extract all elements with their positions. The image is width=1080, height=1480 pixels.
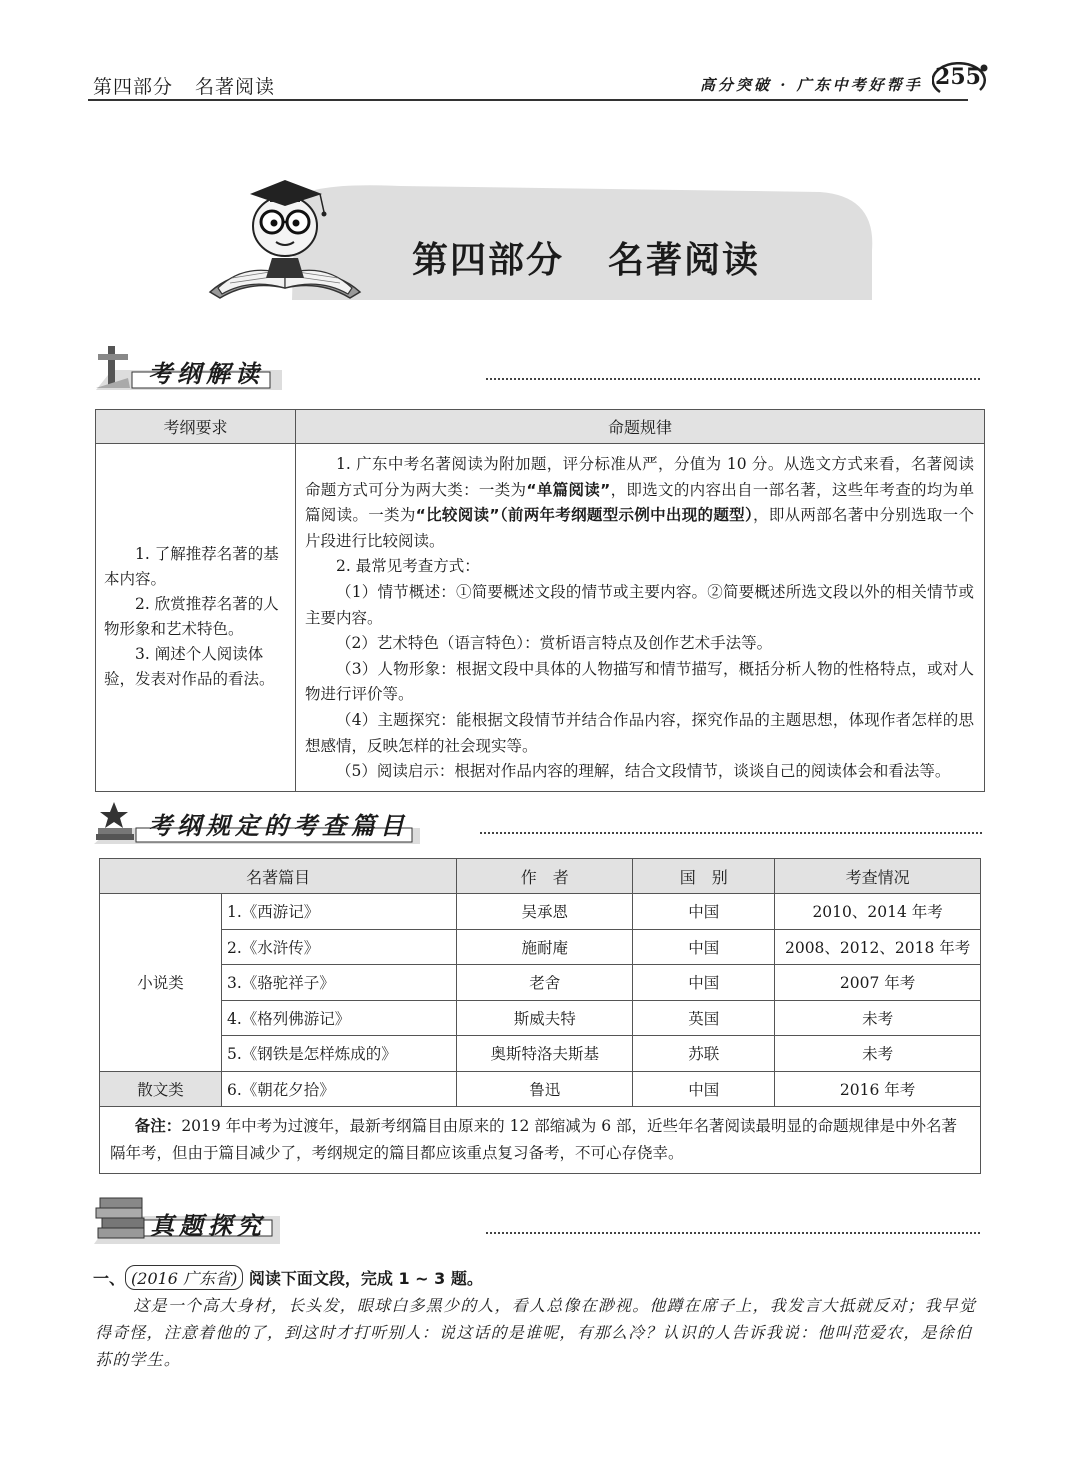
question-number: 一、 — [93, 1269, 126, 1288]
dotted-rule — [486, 378, 980, 380]
book-author: 老舍 — [457, 965, 633, 1001]
rule-paragraph: （5）阅读启示：根据对作品内容的理解，结合文段情节，谈谈自己的阅读体会和看法等。 — [336, 762, 951, 781]
reading-list-table — [99, 858, 981, 1174]
requirement-item: 2. 欣赏推荐名著的人物形象和艺术特色。 — [104, 595, 279, 639]
header-rule — [88, 99, 968, 101]
page-number: 255 — [935, 64, 981, 90]
col-header-title: 名著篇目 — [100, 859, 457, 894]
col-header-author: 作 者 — [457, 859, 633, 894]
book-author: 奥斯特洛夫斯基 — [457, 1036, 633, 1072]
note-text: 2019 年中考为过渡年，最新考纲篇目由原来的 12 部缩减为 6 部，近些年名著阅读最明显的命题规律是中外名著隔年考，但由于篇目减少了，考纲规定的篇目都应该重点复习备考，不可心存侥幸。 — [110, 1117, 957, 1162]
book-country: 苏联 — [633, 1036, 775, 1072]
exam-status: 未考 — [775, 1036, 981, 1072]
question-instruction: 阅读下面文段，完成 1 ~ 3 题。 — [248, 1269, 483, 1288]
header-part: 第四部分 — [93, 76, 174, 98]
rule-paragraph: （2）艺术特色（语言特色）：赏析语言特点及创作艺术手法等。 — [336, 634, 773, 653]
section-heading-1: 考纲解读 — [148, 359, 264, 388]
col-header-country: 国 别 — [633, 859, 775, 894]
category-essay: 散文类 — [100, 1071, 222, 1107]
header-section: 名著阅读 — [195, 76, 276, 98]
section-heading-2: 考纲规定的考查篇目 — [148, 811, 409, 840]
rule-paragraph: （4）主题探究：能根据文段情节并结合作品内容，探究作品的主题思想，体现作者怎样的思想感情，反映怎样的社会现实等。 — [305, 710, 974, 755]
book-title: 3.《骆驼祥子》 — [222, 965, 457, 1001]
chapter-part: 第四部分 — [412, 240, 565, 281]
col-header-rules: 命题规律 — [296, 410, 985, 444]
book-country: 中国 — [633, 929, 775, 965]
table-row — [100, 894, 981, 930]
question-passage: 这是一个高大身材，长头发，眼球白多黑少的人，看人总像在渺视。他蹲在席子上，我发言大抵就反对；我早觉得奇怪，注意着他的了，到这时才打听别人：说这话的是谁呢，有那么冷？认识的人告诉我说：他叫范爱农，是徐伯荪的学生。 — [95, 1296, 977, 1369]
running-header-left — [93, 72, 275, 99]
col-header-requirements: 考纲要求 — [96, 410, 296, 444]
requirement-item: 3. 阐述个人阅读体验，发表对作品的看法。 — [104, 645, 275, 689]
exam-status: 2016 年考 — [775, 1071, 981, 1107]
book-title: 6.《朝花夕拾》 — [222, 1071, 457, 1107]
stacked-books-icon — [96, 1198, 144, 1238]
book-title: 2.《水浒传》 — [222, 929, 457, 965]
books-star-icon — [96, 802, 134, 840]
pencil-ruler-icon — [96, 346, 130, 388]
table-note — [100, 1107, 981, 1174]
rule-paragraph: 1. 广东中考名著阅读为附加题，评分标准从严，分值为 10 分。从选文方式来看，名著阅读命题方式可分为两大类：一类为“单篇阅读”，即选文的内容出自一部名著，这些年考查的均为单篇阅读。一类为“比较阅读”（前两年考纲题型示例中出现的题型），即从两部名著中分别选取一个片段进行比较阅读。 — [305, 455, 974, 550]
question-source: (2016 广东省) — [125, 1265, 243, 1290]
book-title: 1.《西游记》 — [222, 894, 457, 930]
dotted-rule — [486, 1232, 980, 1234]
book-author: 施耐庵 — [457, 929, 633, 965]
requirement-item: 1. 了解推荐名著的基本内容。 — [104, 545, 279, 589]
rule-paragraph: （1）情节概述：①简要概述文段的情节或主要内容。②简要概述所选文段以外的相关情节或主要内容。 — [305, 582, 974, 627]
rule-paragraph: （3）人物形象：根据文段中具体的人物描写和情节描写，概括分析人物的性格特点，或对人物进行评价等。 — [305, 659, 974, 704]
section-heading-3: 真题探究 — [150, 1211, 266, 1240]
running-header-slogan: 高分突破 · 广东中考好帮手 — [700, 76, 923, 94]
note-label: 备注： — [134, 1117, 182, 1135]
exam-status: 2010、2014 年考 — [775, 894, 981, 930]
question-header — [93, 1265, 483, 1290]
book-title: 5.《钢铁是怎样炼成的》 — [222, 1036, 457, 1072]
table-row — [100, 1000, 981, 1036]
page-number-badge — [932, 62, 988, 98]
table-row — [100, 1036, 981, 1072]
category-novel: 小说类 — [100, 894, 222, 1072]
rules-cell — [296, 444, 985, 792]
book-country: 英国 — [633, 1000, 775, 1036]
dotted-rule — [480, 832, 982, 834]
book-author: 鲁迅 — [457, 1071, 633, 1107]
book-author: 斯威夫特 — [457, 1000, 633, 1036]
book-country: 中国 — [633, 894, 775, 930]
table-row — [100, 1071, 981, 1107]
exam-status: 2008、2012、2018 年考 — [775, 929, 981, 965]
book-title: 4.《格列佛游记》 — [222, 1000, 457, 1036]
exam-status: 未考 — [775, 1000, 981, 1036]
requirements-cell — [96, 444, 296, 792]
book-author: 吴承恩 — [457, 894, 633, 930]
chapter-name: 名著阅读 — [608, 240, 761, 281]
table-row — [100, 929, 981, 965]
book-country: 中国 — [633, 1071, 775, 1107]
book-country: 中国 — [633, 965, 775, 1001]
chapter-title — [412, 232, 760, 283]
rule-paragraph: 2. 最常见考查方式： — [336, 557, 480, 576]
col-header-status: 考查情况 — [775, 859, 981, 894]
exam-status: 2007 年考 — [775, 965, 981, 1001]
syllabus-table — [95, 409, 985, 792]
table-row — [100, 965, 981, 1001]
